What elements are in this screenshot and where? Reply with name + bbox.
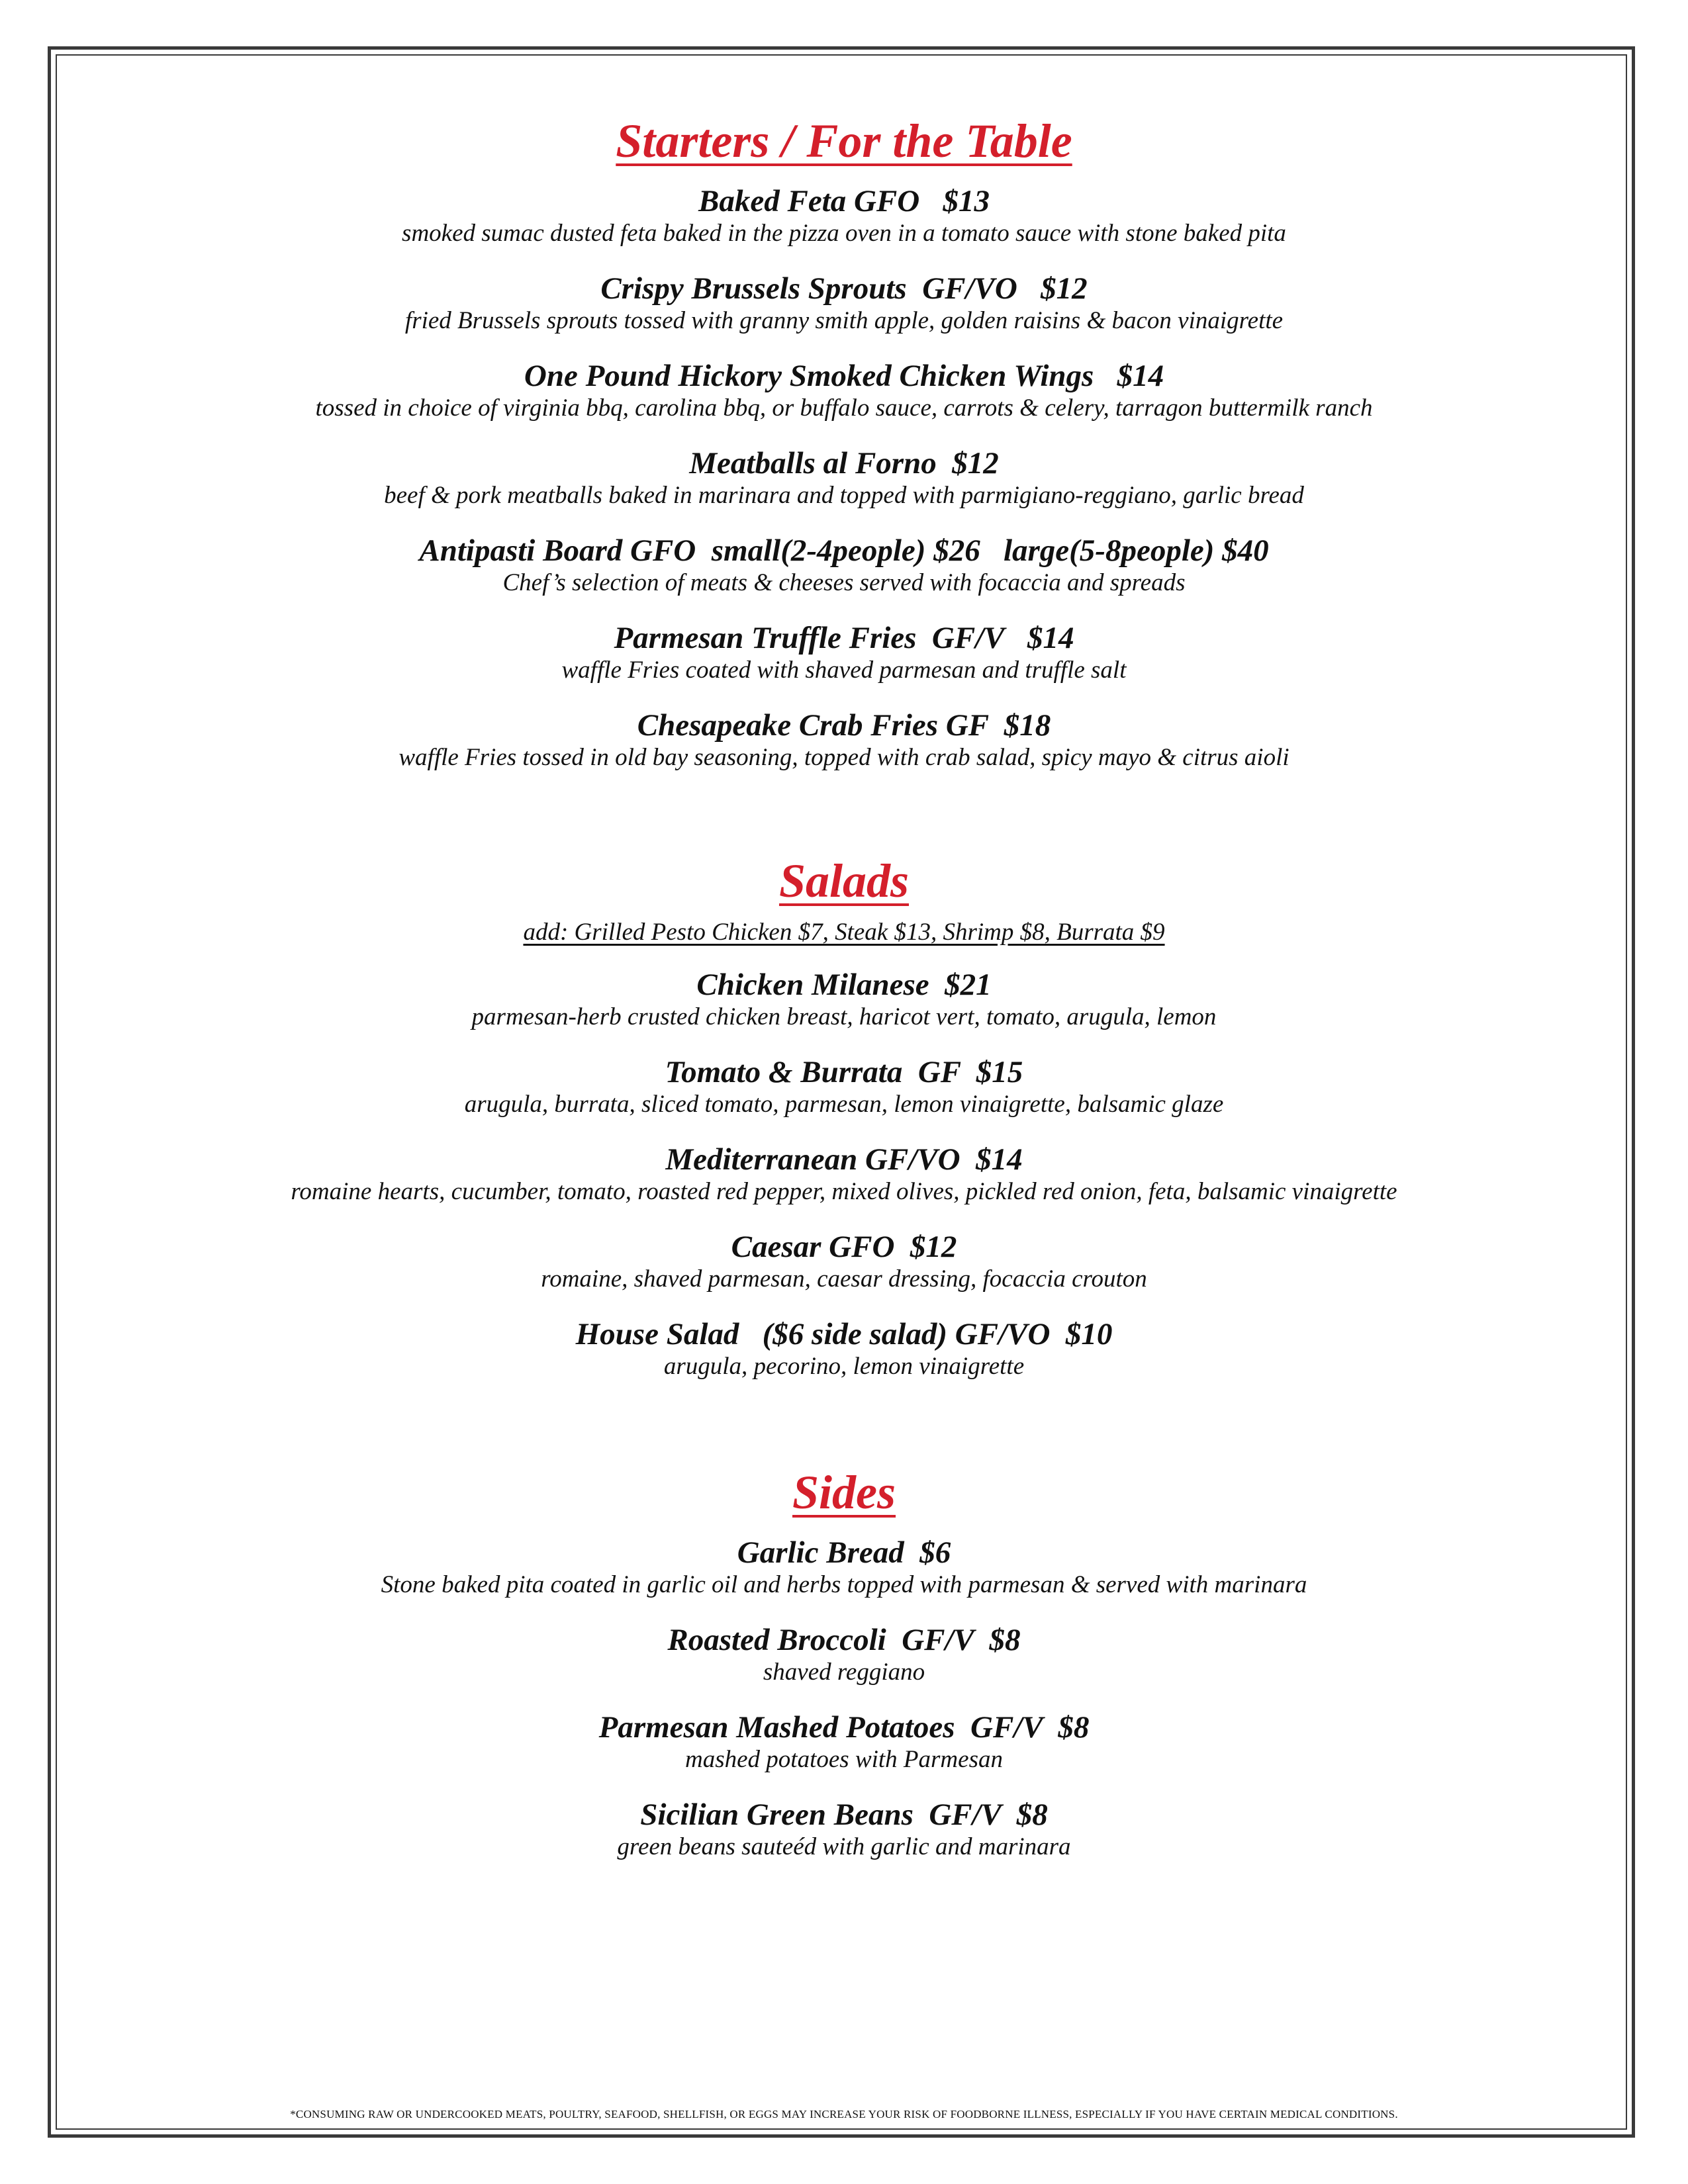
menu-item-name: Baked Feta GFO $13 xyxy=(698,184,990,218)
menu-item-name: Chesapeake Crab Fries GF $18 xyxy=(637,708,1051,743)
menu-item-name: Tomato & Burrata GF $15 xyxy=(665,1055,1023,1089)
menu-item-desc: shaved reggiano xyxy=(763,1659,925,1686)
salads-section xyxy=(60,851,1628,1403)
menu-item-name: Roasted Broccoli GF/V $8 xyxy=(667,1623,1021,1657)
menu-item-desc: smoked sumac dusted feta baked in the pizza oven in a tomato sauce with stone baked pita xyxy=(402,220,1286,247)
menu-item-desc: Stone baked pita coated in garlic oil and herbs topped with parmesan & served with marinara xyxy=(381,1571,1307,1598)
menu-item-desc: green beans sauteéd with garlic and marinara xyxy=(617,1833,1071,1860)
menu-item-desc: waffle Fries tossed in old bay seasoning, topped with crab salad, spicy mayo & citrus aioli xyxy=(399,744,1289,771)
menu-item-name: House Salad ($6 side salad) GF/VO $10 xyxy=(575,1317,1113,1351)
menu-item-name: Parmesan Truffle Fries GF/V $14 xyxy=(614,621,1074,655)
menu-item-name: Caesar GFO $12 xyxy=(731,1230,957,1264)
starters-section xyxy=(60,111,1628,794)
menu-item-desc: mashed potatoes with Parmesan xyxy=(685,1746,1003,1773)
menu-item-desc: fried Brussels sprouts tossed with granny smith apple, golden raisins & bacon vinaigrette xyxy=(404,307,1284,334)
sides-title: Sides xyxy=(792,1466,896,1519)
foodborne-illness-disclaimer: *CONSUMING RAW OR UNDERCOOKED MEATS, POULTRY, SEAFOOD, SHELLFISH, OR EGGS MAY INCREASE YOUR RISK OF FOODBORNE ILLNESS, ESPECIALLY IF YOU HAVE CERTAIN MEDICAL CONDITIONS. xyxy=(290,2108,1398,2120)
menu-item-desc: romaine hearts, cucumber, tomato, roasted red pepper, mixed olives, pickled red onion, feta, balsamic vinaigrette xyxy=(291,1178,1397,1205)
menu-item-name: Meatballs al Forno $12 xyxy=(689,446,999,480)
menu-item-name: Parmesan Mashed Potatoes GF/V $8 xyxy=(598,1710,1090,1745)
salads-title: Salads xyxy=(778,854,910,907)
menu-item-desc: beef & pork meatballs baked in marinara and topped with parmigiano-reggiano, garlic bread xyxy=(384,482,1304,509)
menu-item-name: Garlic Bread $6 xyxy=(737,1535,951,1570)
menu-item-name: Crispy Brussels Sprouts GF/VO $12 xyxy=(600,271,1088,306)
menu-item-desc: parmesan-herb crusted chicken breast, haricot vert, tomato, arugula, lemon xyxy=(471,1003,1217,1030)
menu-item-desc: romaine, shaved parmesan, caesar dressing, focaccia crouton xyxy=(541,1265,1147,1293)
sides-section xyxy=(60,1463,1628,1884)
starters-title: Starters / For the Table xyxy=(616,114,1072,167)
menu-item-desc: tossed in choice of virginia bbq, carolina bbq, or buffalo sauce, carrots & celery, tarragon buttermilk ranch xyxy=(315,394,1373,422)
menu-item-desc: Chef’s selection of meats & cheeses served with focaccia and spreads xyxy=(502,569,1186,596)
menu-item-name: Sicilian Green Beans GF/V $8 xyxy=(640,1797,1048,1832)
menu-item-name: Antipasti Board GFO small(2-4people) $26 large(5-8people) $40 xyxy=(419,533,1269,568)
salad-addons-note: add: Grilled Pesto Chicken $7, Steak $13, Shrimp $8, Burrata $9 xyxy=(523,919,1165,946)
menu-item-desc: waffle Fries coated with shaved parmesan and truffle salt xyxy=(561,657,1127,684)
menu-item-desc: arugula, burrata, sliced tomato, parmesan, lemon vinaigrette, balsamic glaze xyxy=(464,1091,1224,1118)
menu-item-name: Mediterranean GF/VO $14 xyxy=(665,1142,1023,1177)
menu-item-name: Chicken Milanese $21 xyxy=(696,968,992,1002)
menu-item-desc: arugula, pecorino, lemon vinaigrette xyxy=(663,1353,1025,1380)
menu-item-name: One Pound Hickory Smoked Chicken Wings $14 xyxy=(524,359,1164,393)
